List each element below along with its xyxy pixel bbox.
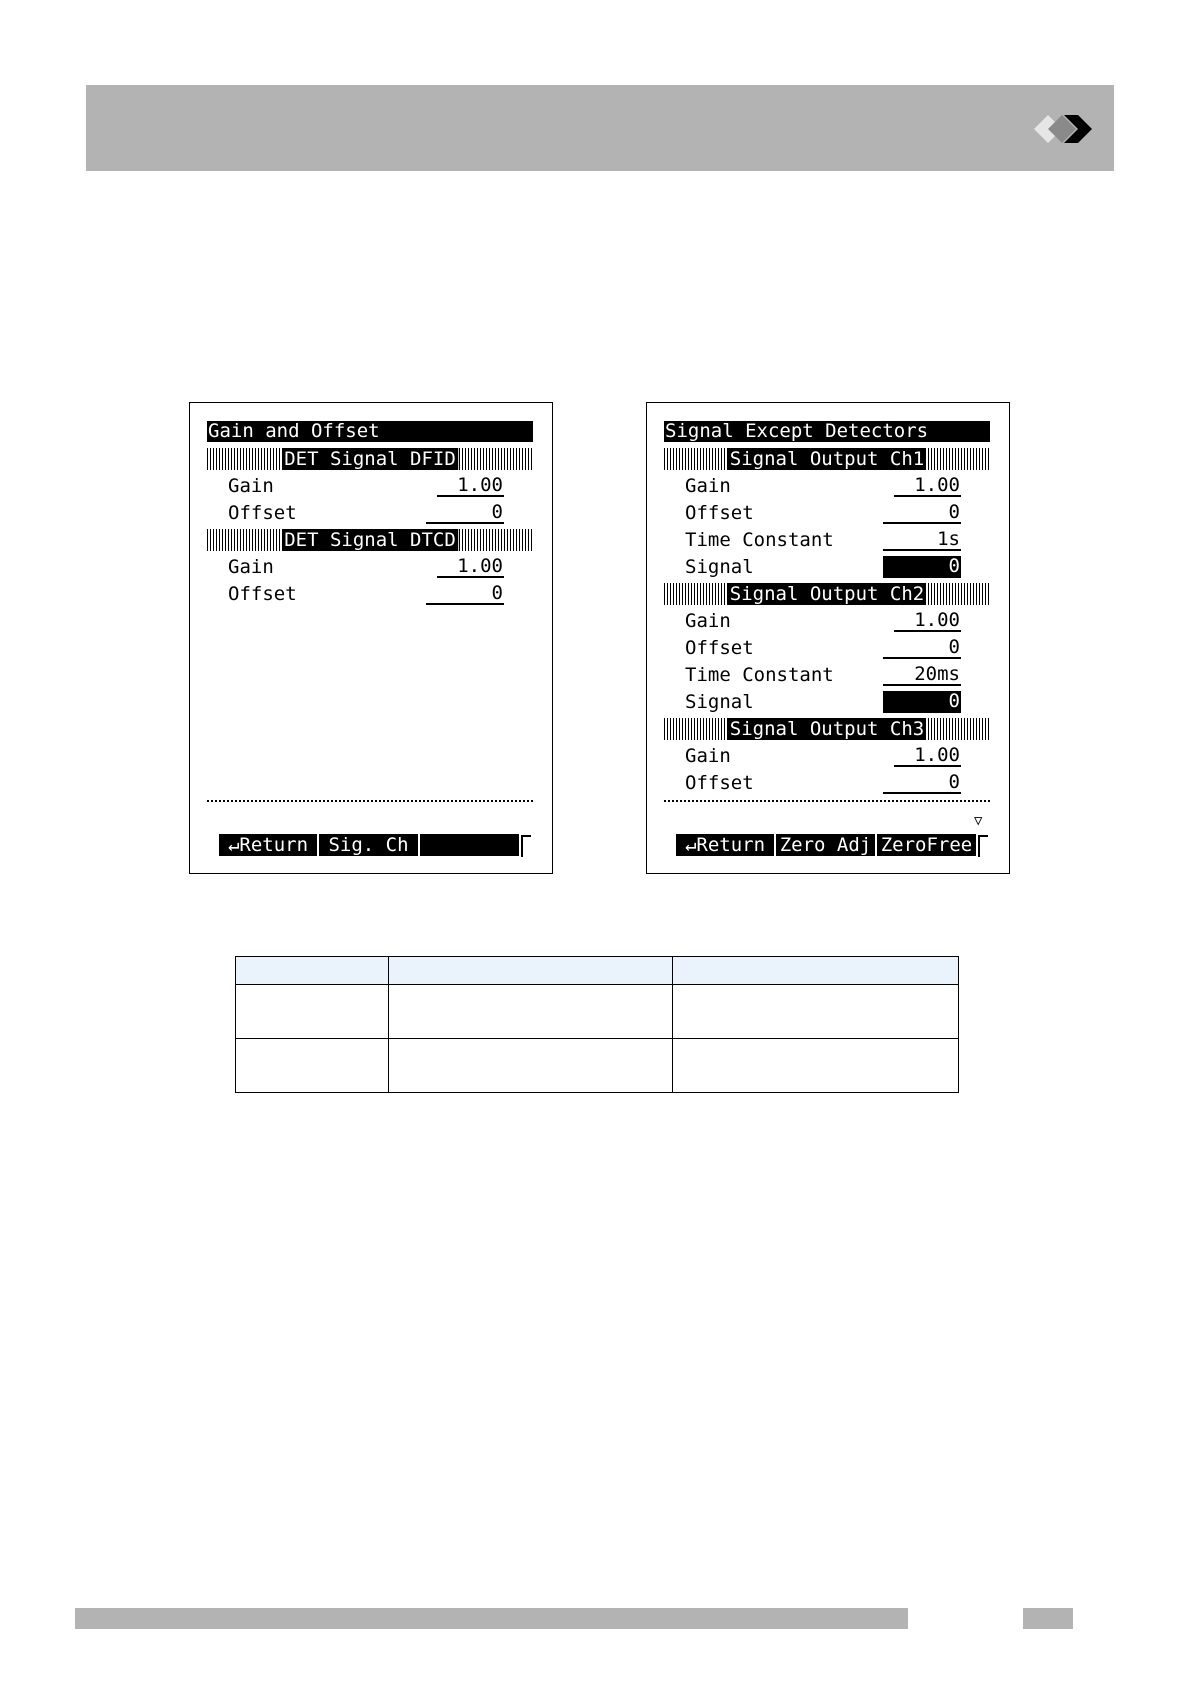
section-header-output-ch3	[664, 718, 990, 740]
field-label-gain: Gain	[685, 745, 731, 767]
sig-ch-softkey[interactable]: Sig. Ch	[319, 834, 420, 856]
page-header-band	[86, 85, 1114, 171]
signal-except-detectors-screen	[646, 402, 1010, 874]
field-label-signal: Signal	[685, 691, 754, 713]
table-cell	[236, 1039, 389, 1093]
section-label: Signal Output Ch3	[729, 718, 925, 740]
table-cell	[388, 1039, 673, 1093]
gain-value-field[interactable]: 1.00	[894, 745, 961, 767]
gain-value-field[interactable]: 1.00	[894, 610, 961, 632]
signal-value-field[interactable]: 0	[883, 556, 961, 578]
time-constant-value-field[interactable]: 1s	[883, 529, 961, 551]
section-header-output-ch2	[664, 583, 990, 605]
table-header-row	[236, 957, 959, 985]
field-label-gain: Gain	[685, 475, 731, 497]
section-label: DET Signal DFID	[284, 448, 456, 470]
table-row	[236, 985, 959, 1039]
field-label-offset: Offset	[685, 772, 754, 794]
page-footer-band	[75, 1608, 908, 1629]
separator	[207, 800, 533, 802]
section-label: Signal Output Ch1	[729, 448, 925, 470]
gain-value-field[interactable]: 1.00	[437, 556, 504, 578]
scroll-down-indicator-icon: ▽	[974, 813, 983, 829]
field-label-time-constant: Time Constant	[685, 664, 834, 686]
softkey-bar	[676, 834, 976, 856]
screen-title: Gain and Offset	[207, 421, 533, 442]
table-header-cell	[388, 957, 673, 985]
gain-value-field[interactable]: 1.00	[894, 475, 961, 497]
field-label-offset: Offset	[228, 502, 297, 524]
screen-title: Signal Except Detectors	[664, 421, 990, 442]
gain-offset-screen	[189, 402, 553, 874]
field-label-offset: Offset	[228, 583, 297, 605]
offset-value-field[interactable]: 0	[883, 637, 961, 659]
table-header-cell	[673, 957, 959, 985]
field-label-time-constant: Time Constant	[685, 529, 834, 551]
table-cell	[236, 985, 389, 1039]
double-chevron-icon	[1034, 114, 1098, 144]
gain-value-field[interactable]: 1.00	[437, 475, 504, 497]
blank-softkey[interactable]	[420, 834, 519, 856]
field-label-gain: Gain	[228, 475, 274, 497]
return-softkey[interactable]: ↵Return	[676, 834, 776, 856]
zero-free-softkey[interactable]: ZeroFree	[880, 834, 973, 856]
field-label-offset: Offset	[685, 637, 754, 659]
section-header-det-dfid	[207, 448, 533, 470]
table-header-cell	[236, 957, 389, 985]
table-cell	[388, 985, 673, 1039]
table-row	[236, 1039, 959, 1093]
softkey-corner-bracket	[521, 835, 531, 857]
section-header-output-ch1	[664, 448, 990, 470]
offset-value-field[interactable]: 0	[883, 502, 961, 524]
softkey-bar	[219, 834, 519, 856]
table-cell	[673, 985, 959, 1039]
field-label-gain: Gain	[228, 556, 274, 578]
field-label-offset: Offset	[685, 502, 754, 524]
field-label-gain: Gain	[685, 610, 731, 632]
page-number-tab	[1023, 1608, 1073, 1629]
time-constant-value-field[interactable]: 20ms	[883, 664, 961, 686]
return-softkey[interactable]: ↵Return	[219, 834, 319, 856]
softkey-corner-bracket	[978, 835, 988, 857]
offset-value-field[interactable]: 0	[426, 583, 504, 605]
field-label-signal: Signal	[685, 556, 754, 578]
separator	[664, 800, 990, 802]
section-label: DET Signal DTCD	[284, 529, 456, 551]
zero-adj-softkey[interactable]: Zero Adj	[776, 834, 877, 856]
section-header-det-dtcd	[207, 529, 533, 551]
section-label: Signal Output Ch2	[729, 583, 925, 605]
table-cell	[673, 1039, 959, 1093]
offset-value-field[interactable]: 0	[426, 502, 504, 524]
info-table	[235, 956, 959, 1093]
offset-value-field[interactable]: 0	[883, 772, 961, 794]
signal-value-field[interactable]: 0	[883, 691, 961, 713]
